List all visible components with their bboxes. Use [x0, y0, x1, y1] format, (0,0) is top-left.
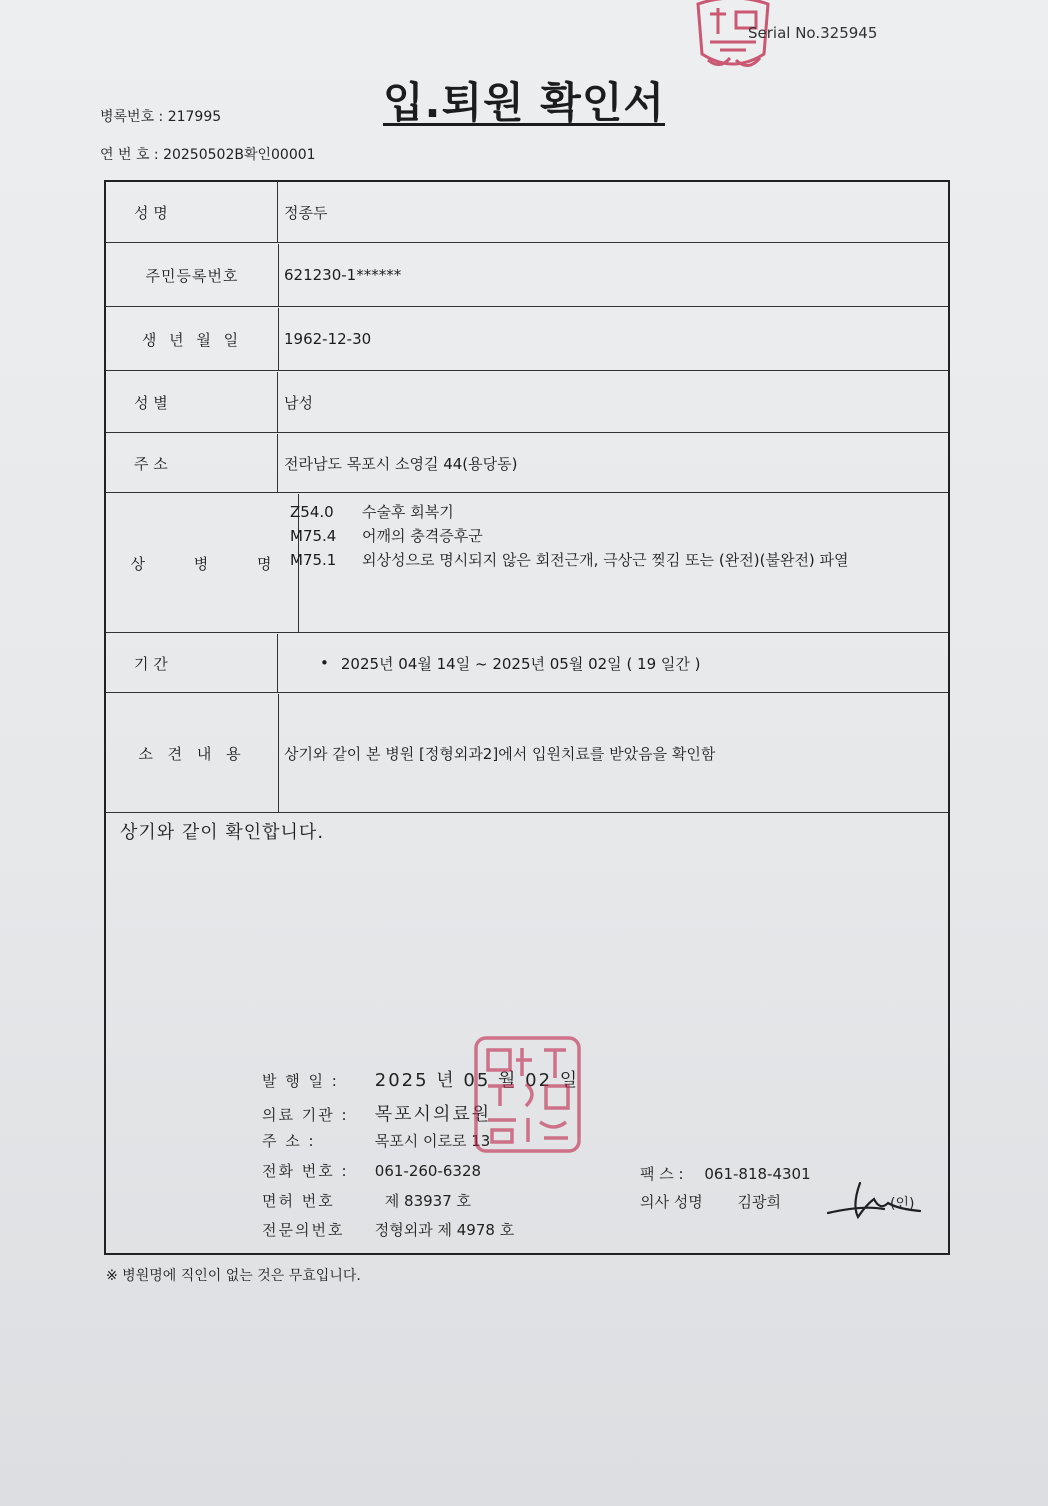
specialist-row: [262, 1219, 514, 1240]
row-name: [106, 182, 948, 243]
seal-mark: (인): [890, 1196, 915, 1212]
diagnosis-name: 외상성으로 명시되지 않은 회전근개, 극상근 찢김 또는 (완전)(불완전) 파열: [362, 551, 849, 569]
diagnosis-code: M75.1: [290, 551, 337, 569]
license-label: 면허 번호: [262, 1192, 335, 1210]
dob-value: 1962-12-30: [284, 330, 372, 348]
row-dob: [106, 308, 948, 371]
fax-label: 팩 스 :: [640, 1165, 684, 1183]
fax-row: [640, 1163, 811, 1184]
period-value-wrap: [284, 634, 940, 692]
confirm-statement: 상기와 같이 확인합니다.: [120, 822, 325, 843]
opinion-label: 소 견 내 용: [106, 694, 279, 812]
period-label: 기 간: [106, 634, 278, 692]
phone-row: [262, 1160, 481, 1181]
issue-date-label: 발 행 일 :: [262, 1072, 339, 1090]
row-diagnosis: [106, 494, 948, 633]
address-value: 전라남도 목포시 소영길 44(용당동): [284, 454, 518, 473]
sex-value: 남성: [284, 393, 313, 412]
issue-date-value: 2025 년 05 월 02 일: [374, 1070, 580, 1091]
row-opinion: [106, 694, 948, 813]
hospital-name: 목포시의료원: [374, 1104, 492, 1125]
hospital-address-value: 목포시 이로로 13: [374, 1132, 491, 1150]
address-label: 주 소: [106, 434, 278, 492]
phone-label: 전화 번호 :: [262, 1162, 349, 1180]
rrn-label: 주민등록번호: [106, 244, 279, 306]
specialist-label: 전문의번호: [262, 1221, 345, 1239]
hospital-label: 의료 기관 :: [262, 1106, 349, 1124]
doctor-signature: [822, 1175, 927, 1225]
row-address: [106, 434, 948, 493]
license-value: 제 83937 호: [384, 1192, 472, 1210]
hospital-row: [262, 1100, 491, 1126]
serial-number: Serial No.325945: [748, 24, 878, 42]
name-value: 정종두: [284, 203, 328, 222]
bullet-icon: •: [320, 654, 329, 672]
sex-label: 성 별: [106, 372, 278, 432]
diagnosis-name: 수술후 회복기: [362, 503, 454, 521]
dob-label: 생 년 월 일: [106, 308, 279, 370]
document-serial: 연 번 호 : 20250502B확인00001: [100, 147, 316, 163]
doctor-name: 김광희: [737, 1193, 781, 1211]
record-number: 병록번호 : 217995: [100, 109, 222, 125]
diagnosis-code: Z54.0: [290, 503, 334, 521]
opinion-value: 상기와 같이 본 병원 [정형외과2]에서 입원치료를 받았음을 확인함: [284, 744, 716, 763]
period-value: 2025년 04월 14일 ~ 2025년 05월 02일 ( 19 일간 ): [340, 654, 701, 673]
diagnosis-item: [284, 548, 849, 572]
hospital-address-row: [262, 1130, 490, 1151]
diagnosis-code: M75.4: [290, 527, 337, 545]
row-sex: [106, 372, 948, 433]
fax-value: 061-818-4301: [704, 1165, 811, 1183]
validity-note: ※ 병원명에 직인이 없는 것은 무효입니다.: [106, 1268, 361, 1284]
phone-value: 061-260-6328: [374, 1162, 482, 1180]
diagnosis-name: 어깨의 충격증후군: [362, 527, 483, 545]
diagnosis-item: [284, 500, 454, 524]
diagnosis-label: 상 병 명: [106, 494, 299, 632]
name-label: 성 명: [106, 182, 278, 242]
hospital-seal-stamp: [470, 1032, 585, 1157]
license-row: [262, 1190, 471, 1211]
rrn-value: 621230-1******: [284, 266, 402, 284]
doctor-row: [640, 1191, 781, 1212]
document-title: 입.퇴원 확인서: [382, 78, 665, 127]
doctor-label: 의사 성명: [640, 1193, 703, 1211]
diagnosis-list: [284, 494, 940, 632]
hospital-address-label: 주 소 :: [262, 1132, 316, 1150]
diagnosis-item: [284, 524, 483, 548]
specialist-value: 정형외과 제 4978 호: [374, 1221, 515, 1239]
row-rrn: [106, 244, 948, 307]
row-period: [106, 634, 948, 693]
